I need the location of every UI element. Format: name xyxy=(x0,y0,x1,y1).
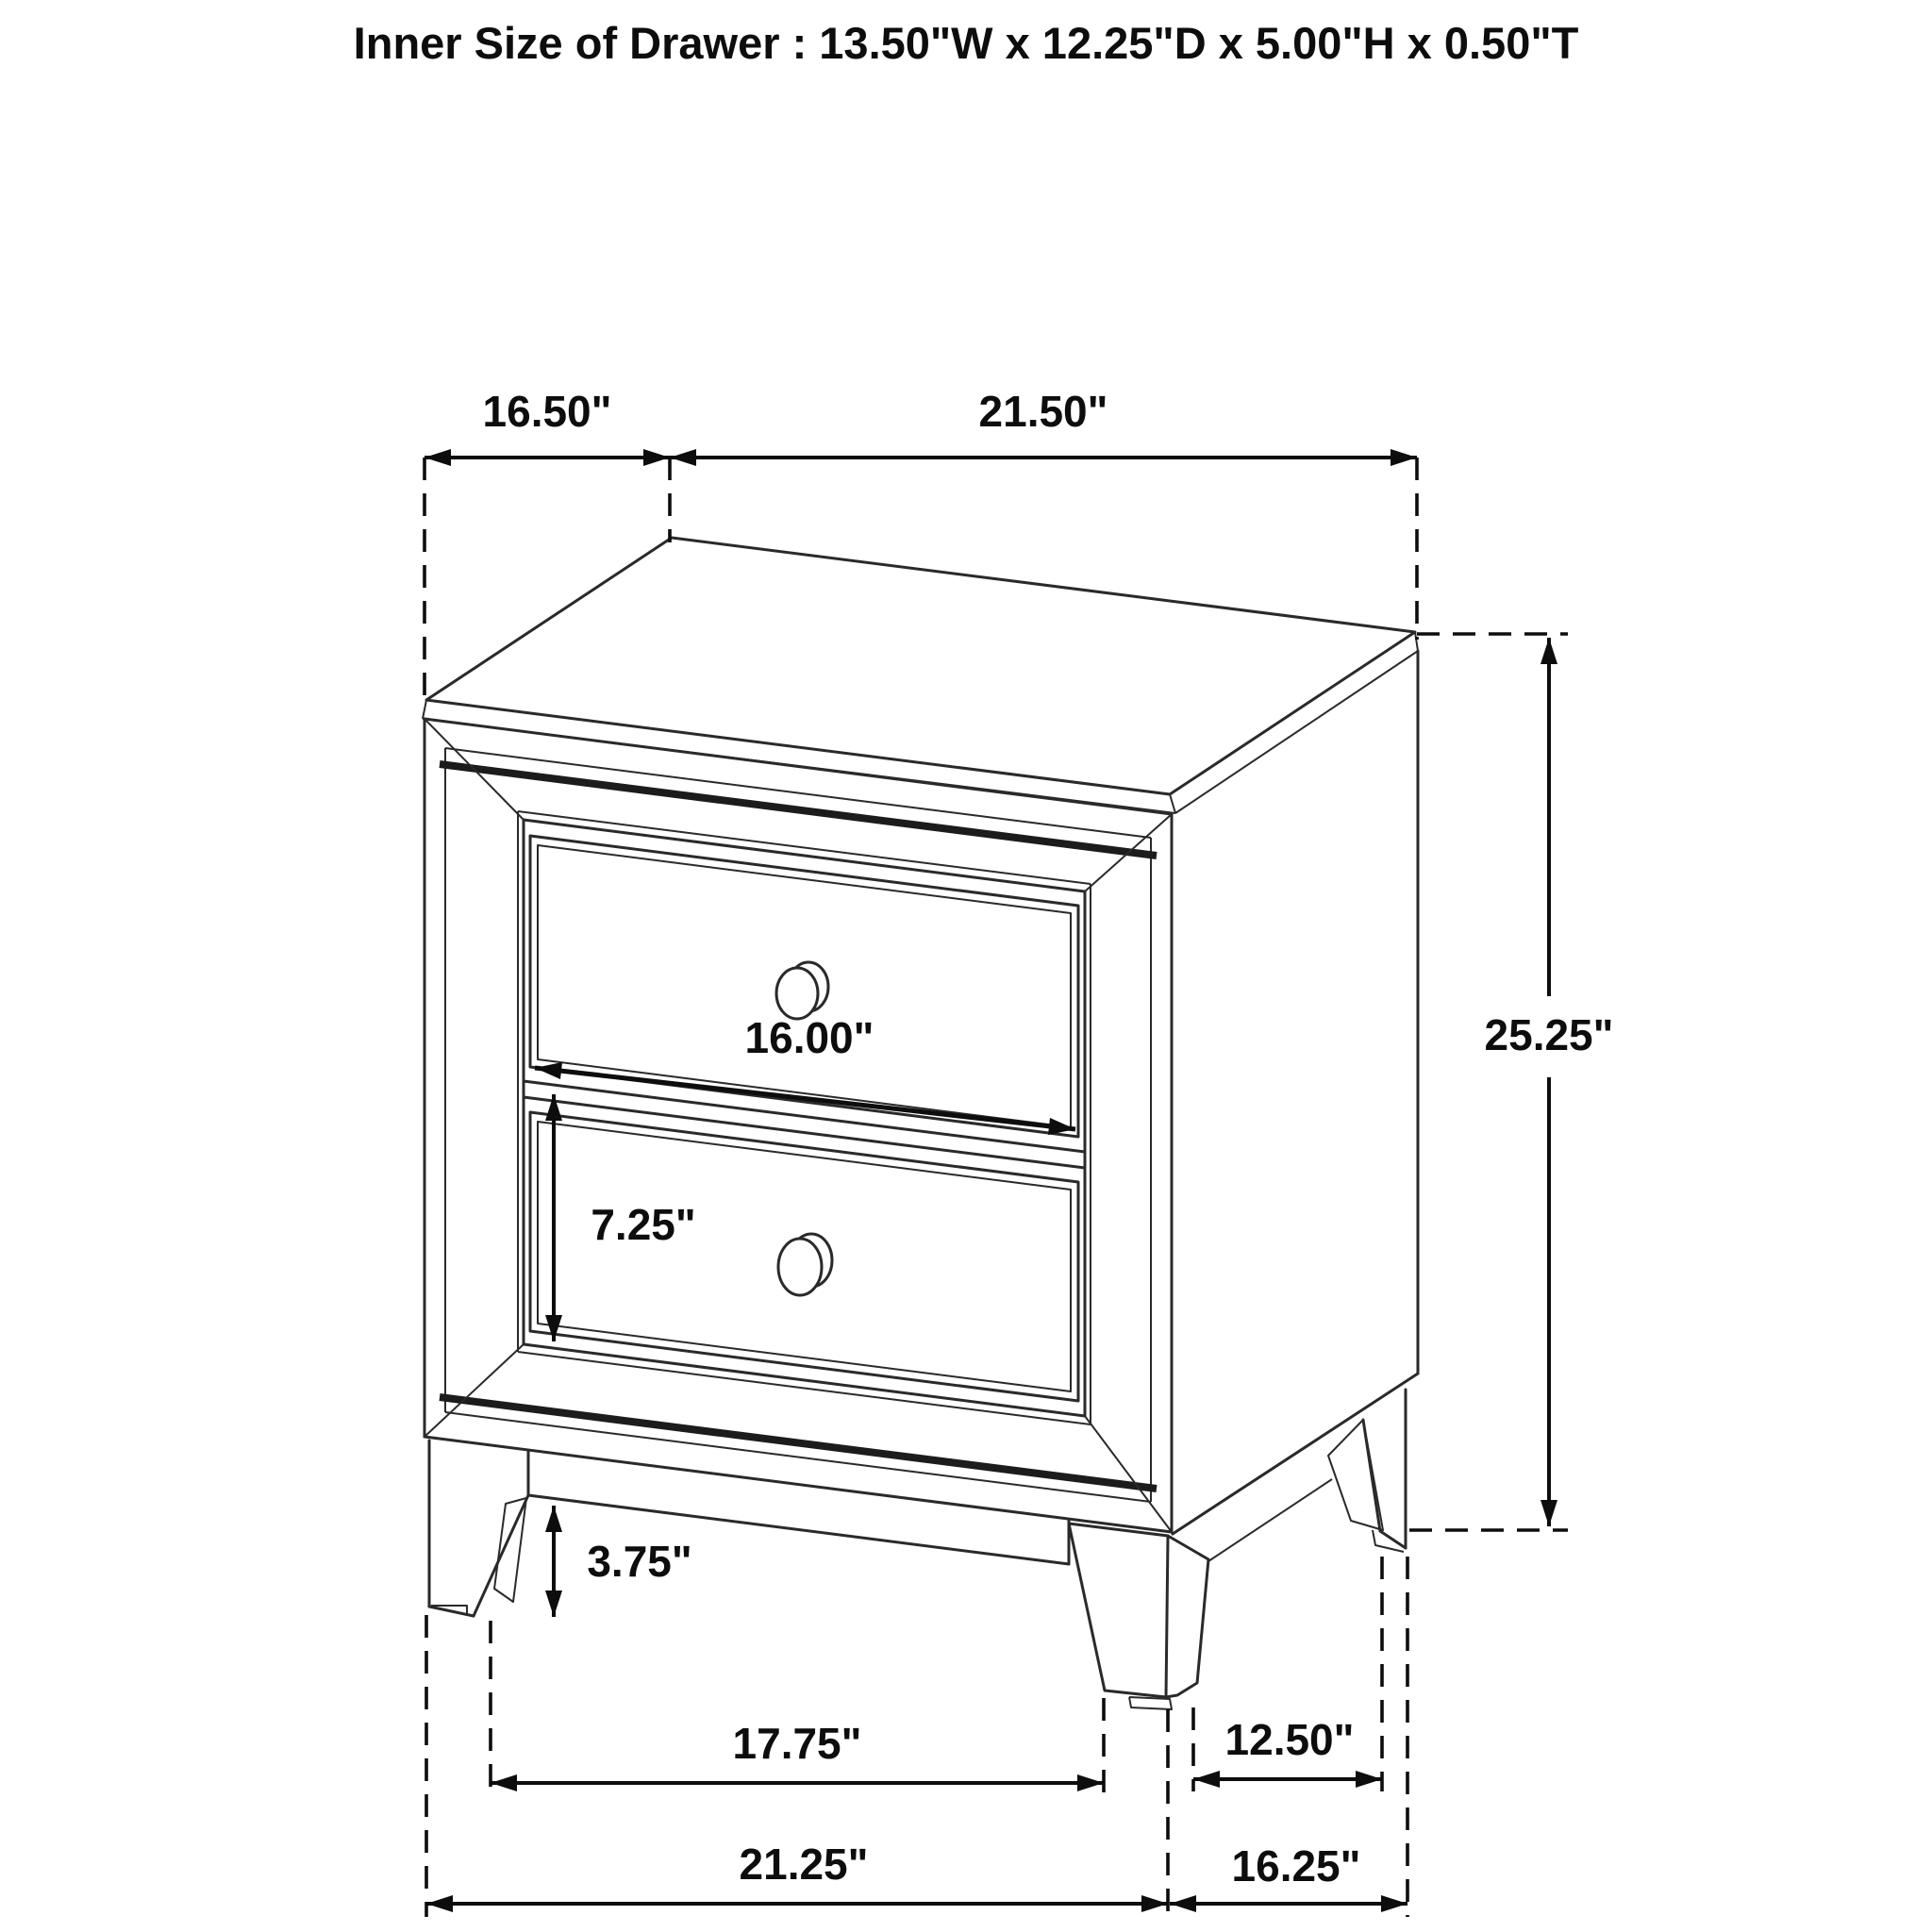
dim-lower-drawer-height-label: 7.25" xyxy=(591,1200,696,1249)
dim-top-width xyxy=(670,387,1417,640)
cabinet-top-face xyxy=(423,538,1418,813)
dim-overall-height-label: 25.25" xyxy=(1484,1010,1614,1059)
dim-top-depth-label: 16.50" xyxy=(482,387,612,436)
front-left-leg xyxy=(429,1441,528,1616)
dim-overall-height xyxy=(1409,634,1613,1530)
dim-leg-height-label: 3.75" xyxy=(587,1537,692,1586)
dim-side-leg-span xyxy=(1193,1557,1382,1791)
dim-top-depth xyxy=(425,387,670,706)
lower-drawer-knob xyxy=(778,1239,822,1295)
dim-top-width-label: 21.50" xyxy=(978,387,1108,436)
dim-leg-height xyxy=(545,1506,692,1617)
rear-right-leg xyxy=(1328,1390,1406,1552)
page-title: Inner Size of Drawer : 13.50"W x 12.25"D x 5.00"H x 0.50"T xyxy=(353,18,1579,68)
dim-drawer-width-label: 16.00" xyxy=(744,1013,874,1062)
dim-front-leg-span xyxy=(491,1621,1104,1795)
upper-drawer-knob xyxy=(776,968,818,1019)
dim-base-overall-depth-label: 16.25" xyxy=(1231,1841,1361,1890)
dim-front-leg-span-label: 17.75" xyxy=(732,1719,862,1768)
dim-base-overall-width-label: 21.25" xyxy=(739,1840,869,1889)
front-right-leg xyxy=(1069,1524,1208,1709)
cabinet-right-side-panel xyxy=(1173,651,1418,1561)
dim-side-leg-span-label: 12.50" xyxy=(1224,1715,1355,1764)
rear-left-leg xyxy=(494,1498,526,1602)
